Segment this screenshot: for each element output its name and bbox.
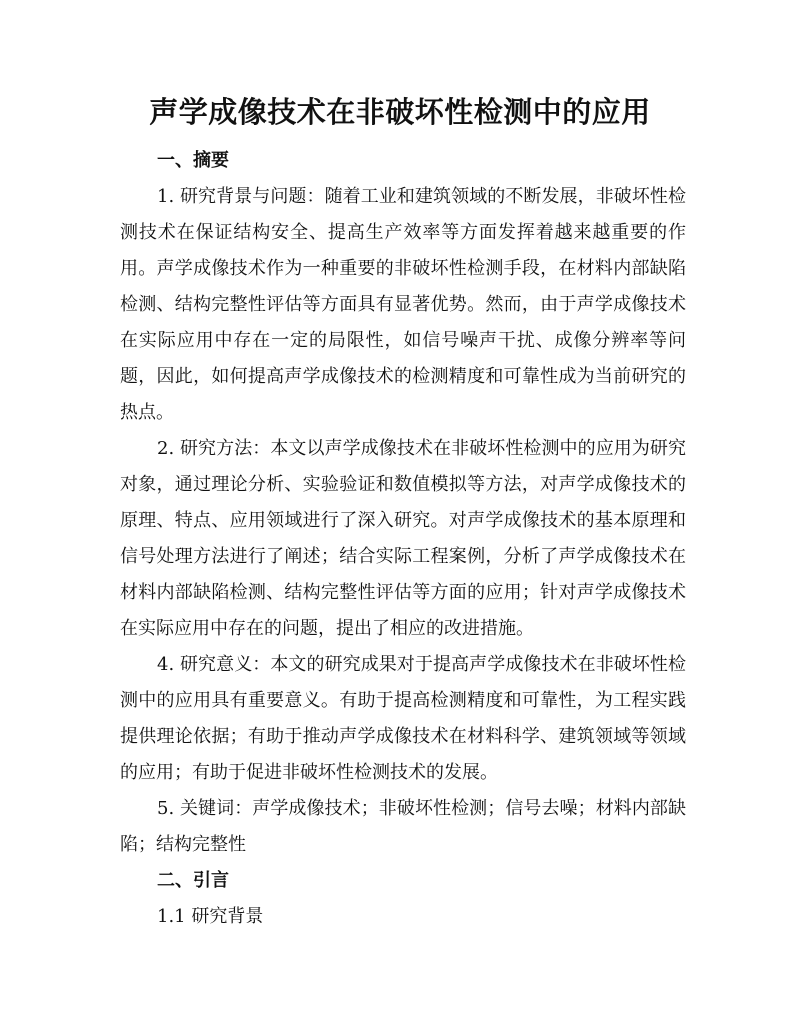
- section-heading-abstract: 一、摘要: [157, 150, 229, 171]
- paragraph-background: 1. 研究背景与问题：随着工业和建筑领域的不断发展，非破坏性检测技术在保证结构安全、提高生产效率等方面发挥着越来越重要的作用。声学成像技术作为一种重要的非破坏性检测手段，在材料内部缺陷检测、结构完整性评估等方面具有显著优势。然而，由于声学成像技术在实际应用中存在一定的局限性，如信号噪声干扰、成像分辨率等问题，因此，如何提高声学成像技术的检测精度和可靠性成为当前研究的热点。: [120, 186, 686, 423]
- paragraph-methods: 2. 研究方法：本文以声学成像技术在非破坏性检测中的应用为研究对象，通过理论分析、实验验证和数值模拟等方法，对声学成像技术的原理、特点、应用领域进行了深入研究。对声学成像技术的基本原理和信号处理方法进行了阐述；结合实际工程案例，分析了声学成像技术在材料内部缺陷检测、结构完整性评估等方面的应用；针对声学成像技术在实际应用中存在的问题，提出了相应的改进措施。: [120, 438, 686, 639]
- paragraph-keywords: 5. 关键词：声学成像技术；非破坏性检测；信号去噪；材料内部缺陷；结构完整性: [120, 798, 686, 855]
- section-heading-introduction: 二、引言: [157, 870, 229, 891]
- paragraph-significance: 4. 研究意义：本文的研究成果对于提高声学成像技术在非破坏性检测中的应用具有重要意义。有助于提高检测精度和可靠性，为工程实践提供理论依据；有助于推动声学成像技术在材料科学、建筑领域等领域的应用；有助于促进非破坏性检测技术的发展。: [120, 654, 686, 783]
- document-title: 声学成像技术在非破坏性检测中的应用: [149, 95, 651, 129]
- subsection-heading-background: 1.1 研究背景: [157, 906, 264, 927]
- document-body: [120, 143, 686, 935]
